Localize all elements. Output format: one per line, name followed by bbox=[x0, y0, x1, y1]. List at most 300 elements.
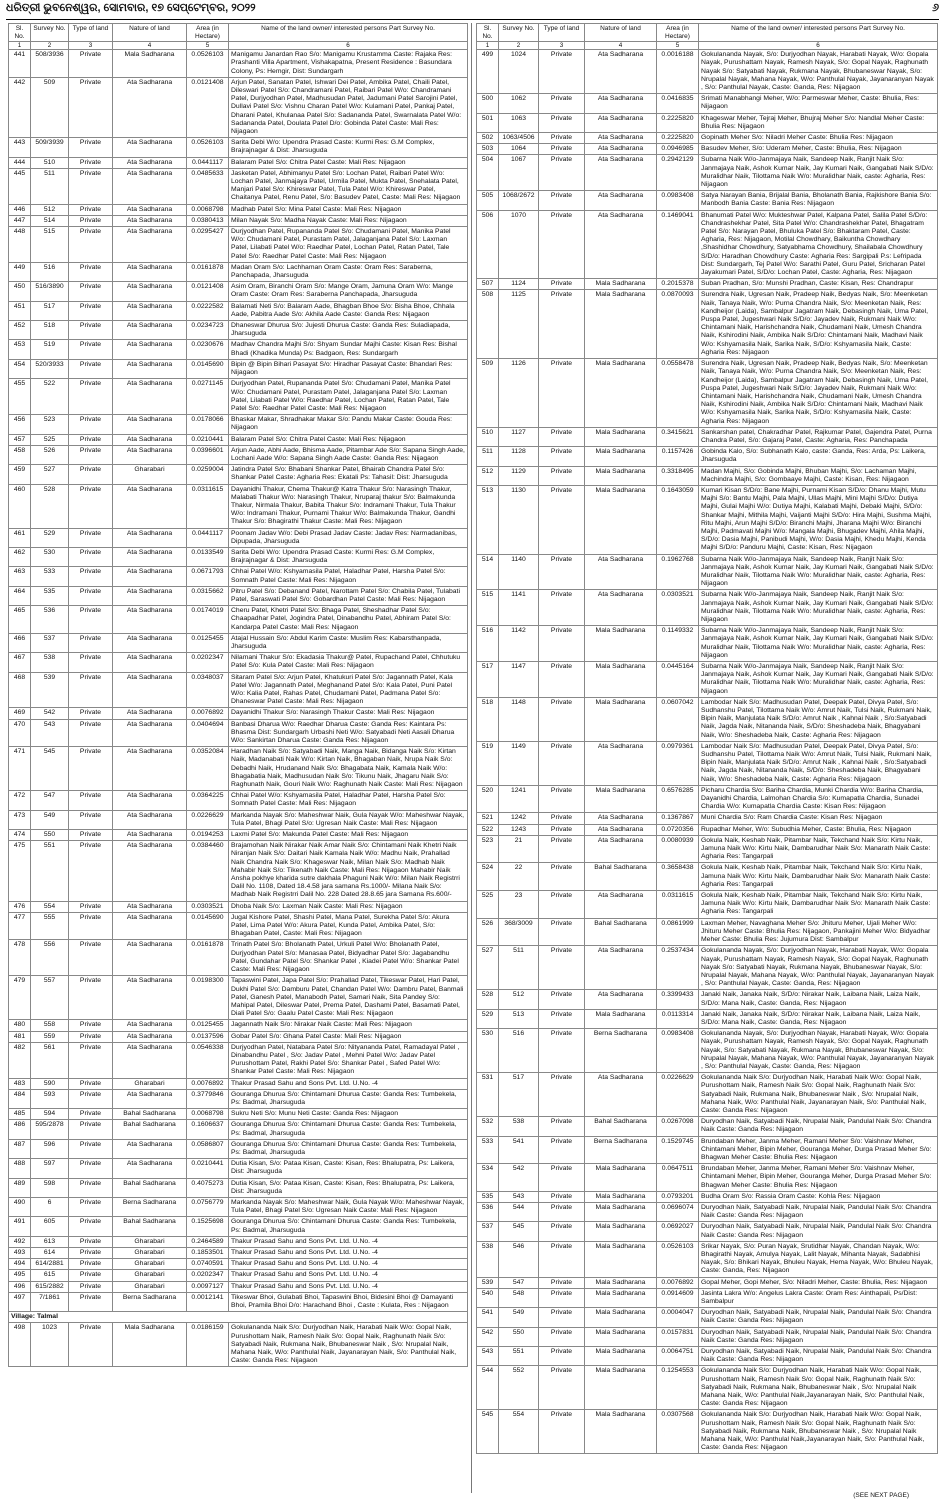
survey-no-cell: 550 bbox=[499, 1327, 539, 1346]
table-row bbox=[9, 415, 468, 434]
land-nature-cell: Mala Sadharana bbox=[585, 1164, 657, 1192]
owner-cell: Surendra Naik, Ugresan Naik, Pradeep Naik, Bedyas Naik, S/o: Meenketan Naik, Tanaya Naik, W/o: Purna Chandra Naik, S/o: Meenketan Naik, Res: Kandheijor (Laida), Sambalpur Jagatram Naik, Debasingh Naik, Uma Patel, Puspa Patel, Jugeshwari Naik S/D/o: Jayadev Naik, Rukmani Naik W/o: Chintamani Naik, Harishchandra Naik, Chudamani Naik, Umesh Chandra Naik, Kshirodini Naik, Ambika Naik S/D/o: Chintamani Naik, Madhavi Naik W/o: Kshyamasila Naik, Sarika Naik, S/D/o: Kshyamasila Naik, Caste: Agharia Res: Nijagaon bbox=[699, 359, 938, 428]
land-nature-cell: Berna Sadharana bbox=[113, 1292, 187, 1311]
area-cell: 0.0202347 bbox=[187, 1270, 229, 1281]
sl-cell: 494 bbox=[9, 1259, 31, 1270]
table-body-left bbox=[9, 50, 468, 1367]
table-row bbox=[477, 50, 938, 94]
land-nature-cell: Mala Sadharana bbox=[585, 1277, 657, 1288]
land-nature-cell: Ata Sadharana bbox=[113, 359, 187, 378]
survey-no-cell: 547 bbox=[499, 1277, 539, 1288]
land-nature-cell: Gharabari bbox=[113, 465, 187, 484]
land-nature-cell: Ata Sadharana bbox=[585, 50, 657, 94]
land-nature-cell: Ata Sadharana bbox=[113, 1020, 187, 1031]
survey-no-cell: 525 bbox=[31, 434, 69, 445]
owner-cell: Duryodhan Naik, Satyabadi Naik, Nrupalal Naik, Pandulal Naik S/o: Chandra Naik Caste: Ganda Res: Nijagaon bbox=[699, 1308, 938, 1327]
land-type-cell: Private bbox=[539, 1202, 585, 1221]
land-type-cell: Private bbox=[539, 427, 585, 446]
area-cell: 0.0946985 bbox=[657, 144, 699, 155]
land-type-cell: Private bbox=[69, 940, 113, 976]
table-row bbox=[9, 1323, 468, 1367]
owner-cell: Satya Narayan Bania, Brijalal Bania, Bholanath Bania, Rajkishore Bania S/o: Manbodh Bania Caste: Bania Res: Nijagaon bbox=[699, 191, 938, 210]
sl-cell: 497 bbox=[9, 1292, 31, 1311]
land-nature-cell: Bahal Sadharana bbox=[585, 863, 657, 891]
area-cell: 0.0178066 bbox=[187, 415, 229, 434]
sl-cell: 509 bbox=[477, 359, 499, 428]
land-type-cell: Private bbox=[69, 301, 113, 320]
survey-no-cell: 368/3009 bbox=[499, 918, 539, 946]
area-cell: 0.0526103 bbox=[187, 50, 229, 78]
owner-cell: Balaram Patel S/o: Chitra Patel Caste: Mali Res: Nijagaon bbox=[229, 157, 468, 168]
table-header-row bbox=[9, 24, 468, 42]
survey-no-cell: 23 bbox=[499, 891, 539, 919]
land-nature-cell: Bahal Sadharana bbox=[113, 1178, 187, 1197]
sl-cell: 522 bbox=[477, 824, 499, 835]
area-cell: 0.0983408 bbox=[657, 1029, 699, 1073]
survey-no-cell: 546 bbox=[499, 1241, 539, 1277]
sl-cell: 482 bbox=[9, 1042, 31, 1078]
land-nature-cell: Ata Sadharana bbox=[113, 791, 187, 810]
land-nature-cell: Ata Sadharana bbox=[585, 155, 657, 191]
land-type-cell: Private bbox=[539, 554, 585, 590]
land-type-cell: Private bbox=[539, 590, 585, 626]
col-number: 3 bbox=[69, 42, 113, 50]
land-nature-cell: Mala Sadharana bbox=[585, 662, 657, 698]
area-cell: 0.0080939 bbox=[657, 835, 699, 863]
table-row bbox=[477, 427, 938, 446]
sl-cell: 444 bbox=[9, 157, 31, 168]
owner-cell: Sitaram Patel S/o: Arjun Patel, Khatukuri Patel S/o: Jagannath Patel, Kala Patel W/o: Jagannath Patel, Meghanand Patel S/o: Kala Patel, Puni Patel W/o: Kalia Patel, Rahas Patel, Chudamani Patel, Padmana Patel S/o: Dhaneswar Patel Caste: Mali Res: Nijagaon bbox=[229, 672, 468, 708]
col-number: 5 bbox=[187, 42, 229, 50]
owner-cell: Suban Pradhan, S/o: Munshi Pradhan, Caste: Kisan, Res: Chandrapur bbox=[699, 279, 938, 290]
land-type-cell: Private bbox=[69, 791, 113, 810]
table-row bbox=[9, 168, 468, 204]
owner-cell: Dayanidhi Thakur S/o: Narasingh Thakur Caste: Mali Res: Nijagaon bbox=[229, 708, 468, 719]
area-cell: 0.2225820 bbox=[657, 113, 699, 132]
table-row bbox=[477, 133, 938, 144]
table-row bbox=[9, 719, 468, 747]
land-nature-cell: Gharabari bbox=[113, 1259, 187, 1270]
sl-cell: 500 bbox=[477, 94, 499, 113]
land-nature-cell: Ata Sadharana bbox=[113, 810, 187, 829]
table-row bbox=[477, 1117, 938, 1136]
survey-no-cell: 543 bbox=[31, 719, 69, 747]
table-row bbox=[477, 359, 938, 428]
survey-no-cell: 537 bbox=[31, 633, 69, 652]
survey-no-cell: 548 bbox=[499, 1288, 539, 1307]
land-type-cell: Private bbox=[539, 697, 585, 741]
area-cell: 0.0234723 bbox=[187, 321, 229, 340]
area-cell: 0.0210441 bbox=[187, 1159, 229, 1178]
table-row bbox=[477, 113, 938, 132]
survey-no-cell: 538 bbox=[31, 653, 69, 672]
survey-no-cell: 549 bbox=[499, 1308, 539, 1327]
survey-no-cell: 535 bbox=[31, 586, 69, 605]
survey-no-cell: 512 bbox=[499, 990, 539, 1009]
sl-cell: 506 bbox=[477, 210, 499, 279]
sl-cell: 493 bbox=[9, 1247, 31, 1258]
survey-no-cell: 527 bbox=[31, 465, 69, 484]
survey-no-cell: 522 bbox=[31, 379, 69, 415]
land-type-cell: Private bbox=[539, 990, 585, 1009]
column-number-row bbox=[9, 42, 468, 50]
area-cell: 0.0445164 bbox=[657, 662, 699, 698]
survey-no-cell: 1147 bbox=[499, 662, 539, 698]
owner-cell: Durjyodhan Patel, Rupananda Patel S/o: Chudamani Patel, Manika Patel W/o: Chudamani Patel, Purastam Patel, Jalaganjana Patel S/o: Laxman Patel, Lilabati Patel W/o: Raedhar Patel, Lochan Patel, Ratan Patel, Tale Patel S/o: Raedhar Patel Caste: Mali Res: Nijagaon bbox=[229, 379, 468, 415]
area-cell: 0.0586807 bbox=[187, 1139, 229, 1158]
land-type-cell: Private bbox=[69, 359, 113, 378]
sl-cell: 502 bbox=[477, 133, 499, 144]
area-cell: 0.0914609 bbox=[657, 1288, 699, 1307]
land-nature-cell: Ata Sadharana bbox=[113, 1139, 187, 1158]
survey-no-cell: 1149 bbox=[499, 741, 539, 785]
sl-cell: 473 bbox=[9, 810, 31, 829]
survey-no-cell: 1070 bbox=[499, 210, 539, 279]
sl-cell: 449 bbox=[9, 262, 31, 281]
area-cell: 0.0198300 bbox=[187, 976, 229, 1020]
sl-cell: 519 bbox=[477, 741, 499, 785]
table-row bbox=[477, 1029, 938, 1073]
survey-no-cell: 530 bbox=[31, 547, 69, 566]
area-cell: 0.1367867 bbox=[657, 813, 699, 824]
owner-cell: Gokulananda Naik S/o: Durjyodhan Naik, Harabati Naik W/o: Gopal Naik, Purushottam Naik, Ramesh Naik S/o: Gopal Naik, Raghunath Naik S/o: Satyabadi Naik, Rukmana Naik, Bhubaneswar Naik , S/o: Nrupalal Naik Mahana Naik, W/o: Panthulal Naik,Jayanarayan Naik, S/o: Panthulal Naik, Caste: Ganda Res: Nijagaon bbox=[699, 1410, 938, 1454]
land-table-right bbox=[476, 23, 938, 1454]
survey-no-cell: 544 bbox=[499, 1202, 539, 1221]
survey-no-cell: 516 bbox=[31, 262, 69, 281]
owner-cell: Gokula Naik, Keshab Naik, Pitambar Naik, Tekchand Naik S/o: Kirtu Naik, Jamuna Naik W/o: Kirtu Naik, Dambarudhar Naik S/o: Manarath Naik Caste: Agharia Res: Tangarpali bbox=[699, 835, 938, 863]
area-cell: 0.1962768 bbox=[657, 554, 699, 590]
survey-no-cell: 552 bbox=[499, 1366, 539, 1410]
survey-no-cell: 595/2878 bbox=[31, 1120, 69, 1139]
table-row bbox=[9, 379, 468, 415]
sl-cell: 516 bbox=[477, 626, 499, 662]
land-type-cell: Private bbox=[539, 813, 585, 824]
owner-cell: Pitru Patel S/o: Debanand Patel, Narottam Patel S/o: Chabila Patel, Tulabati Patel, Saraswati Patel S/o: Gobardhan Patel Caste: Mali Res: Nijagaon bbox=[229, 586, 468, 605]
table-row bbox=[9, 227, 468, 263]
land-nature-cell: Mala Sadharana bbox=[585, 1222, 657, 1241]
land-table-left bbox=[8, 23, 468, 1367]
area-cell: 0.0348037 bbox=[187, 672, 229, 708]
land-nature-cell: Ata Sadharana bbox=[113, 708, 187, 719]
area-cell: 0.0546338 bbox=[187, 1042, 229, 1078]
land-type-cell: Private bbox=[539, 1029, 585, 1073]
area-cell: 0.0311615 bbox=[657, 891, 699, 919]
survey-no-cell: 596 bbox=[31, 1139, 69, 1158]
sl-cell: 457 bbox=[9, 434, 31, 445]
col-number: 5 bbox=[657, 42, 699, 50]
land-type-cell: Private bbox=[539, 824, 585, 835]
area-cell: 0.0194253 bbox=[187, 830, 229, 841]
sl-cell: 492 bbox=[9, 1236, 31, 1247]
survey-no-cell: 536 bbox=[31, 606, 69, 634]
sl-cell: 485 bbox=[9, 1109, 31, 1120]
owner-cell: Gokulananda Nayak, S/o: Durjyodhan Nayak, Harabati Nayak, W/o: Gopala Nayak, Purushattam Nayak, Ramesh Nayak, S/o: Gopal Nayak, Raghunath Nayak S/o: Satyabati Nayak, Rukmana Nayak, Bhubaneswar Nayak, S/o: Nrupalal Nayak, Mahana Nayak, W/o: Panthulal Nayak, Jayanaranyan Nayak , S/o: Panthulal Nayak, Caste: Ganda, Res: Nijagaon bbox=[699, 946, 938, 990]
survey-no-cell: 545 bbox=[31, 747, 69, 791]
table-row bbox=[9, 1109, 468, 1120]
sl-cell: 538 bbox=[477, 1241, 499, 1277]
area-cell: 0.0222582 bbox=[187, 301, 229, 320]
table-row bbox=[9, 77, 468, 137]
owner-cell: Duryodhan Naik, Satyabadi Naik, Nrupalal Naik, Pandulal Naik S/o: Chandra Naik Caste: Ganda Res: Nijagaon bbox=[699, 1327, 938, 1346]
col-header-area: Area (in Hectare) bbox=[657, 24, 699, 42]
owner-cell: Gouranga Dhurua S/o: Chintamani Dhurua Caste: Ganda Res: Tumbekela, Ps: Badmal, Jharsuguda bbox=[229, 1217, 468, 1236]
land-type-cell: Private bbox=[69, 138, 113, 157]
survey-no-cell: 551 bbox=[499, 1347, 539, 1366]
survey-no-cell: 523 bbox=[31, 415, 69, 434]
sl-cell: 474 bbox=[9, 830, 31, 841]
sl-cell: 540 bbox=[477, 1288, 499, 1307]
table-row bbox=[9, 810, 468, 829]
owner-cell: Madhav Chandra Majhi S/o: Shyam Sundar Majhi Caste: Kisan Res: Bishal Bhadi (Khadika Munda) Ps: Badgaon, Res: Sundargarh bbox=[229, 340, 468, 359]
area-cell: 0.0364225 bbox=[187, 791, 229, 810]
survey-no-cell: 556 bbox=[31, 940, 69, 976]
area-cell: 0.0526103 bbox=[187, 138, 229, 157]
survey-no-cell: 557 bbox=[31, 976, 69, 1020]
column-number-row bbox=[477, 42, 938, 50]
survey-no-cell: 510 bbox=[31, 157, 69, 168]
sl-cell: 490 bbox=[9, 1197, 31, 1216]
col-number: 4 bbox=[113, 42, 187, 50]
area-cell: 0.0121408 bbox=[187, 282, 229, 301]
land-type-cell: Private bbox=[69, 1109, 113, 1120]
land-nature-cell: Ata Sadharana bbox=[113, 1089, 187, 1108]
survey-no-cell: 614 bbox=[31, 1247, 69, 1258]
land-nature-cell: Bahal Sadharana bbox=[113, 1109, 187, 1120]
land-nature-cell: Ata Sadharana bbox=[113, 282, 187, 301]
land-nature-cell: Ata Sadharana bbox=[113, 747, 187, 791]
sl-cell: 486 bbox=[9, 1120, 31, 1139]
owner-cell: Srimati Manabhangi Meher, W/o: Parmeswar Meher, Caste: Bhulia, Res: Nijagaon bbox=[699, 94, 938, 113]
survey-no-cell: 520/3933 bbox=[31, 359, 69, 378]
sl-cell: 533 bbox=[477, 1136, 499, 1164]
land-type-cell: Private bbox=[539, 863, 585, 891]
sl-cell: 511 bbox=[477, 447, 499, 466]
owner-cell: Asim Oram, Biranchi Oram S/o: Mange Oram, Jamuna Oram W/o: Mange Oram Caste: Oram Res: Saraberna Panchapada, Jharsuguda bbox=[229, 282, 468, 301]
owner-cell: Jatindra Patel S/o: Bhabani Shankar Patel, Bhairab Chandra Patel S/o: Shankar Patel Caste: Agharia Res: Ekatali Ps: Tahasil: Dist: Jharsuguda bbox=[229, 465, 468, 484]
land-nature-cell: Ata Sadharana bbox=[113, 653, 187, 672]
owner-cell: Jugal Kishore Patel, Shashi Patel, Mana Patel, Surekha Patel S/o: Akura Patel, Lima Patel W/o: Akura Patel, Kunda Patel, Ambika Patel, S/o: Bhagaban Patel, Caste: Mali Res: Nijagaon bbox=[229, 912, 468, 940]
survey-no-cell: 1243 bbox=[499, 824, 539, 835]
area-cell: 0.2942129 bbox=[657, 155, 699, 191]
owner-cell: Sarita Debi W/o: Upendra Prasad Caste: Kurmi Res: G.M Complex, Brajrajnagar & Dist: Jharsuguda bbox=[229, 547, 468, 566]
land-nature-cell: Bahal Sadharana bbox=[113, 1217, 187, 1236]
area-cell: 0.0485633 bbox=[187, 168, 229, 204]
survey-no-cell: 514 bbox=[31, 215, 69, 226]
owner-cell: Gouranga Dhurua S/o: Chintamani Dhurua Caste: Ganda Res: Tumbekela, Ps: Badmal, Jharsuguda bbox=[229, 1120, 468, 1139]
table-row bbox=[477, 662, 938, 698]
land-nature-cell: Ata Sadharana bbox=[585, 835, 657, 863]
land-nature-cell: Ata Sadharana bbox=[113, 227, 187, 263]
sl-cell: 479 bbox=[9, 976, 31, 1020]
land-type-cell: Private bbox=[69, 1259, 113, 1270]
area-cell: 0.0756779 bbox=[187, 1197, 229, 1216]
owner-cell: Khageswar Meher, Tejraj Meher, Bhujraj Meher S/o: Nandlal Meher Caste: Bhulia Res: Nijagaon bbox=[699, 113, 938, 132]
land-nature-cell: Ata Sadharana bbox=[585, 94, 657, 113]
table-row bbox=[9, 1178, 468, 1197]
owner-cell: Basudev Meher, S/o: Uderam Meher, Caste: Bhulia, Res: Nijagaon bbox=[699, 144, 938, 155]
table-row bbox=[9, 434, 468, 445]
owner-cell: Gouranga Dhurua S/o: Chintamani Dhurua Caste: Ganda Res: Tumbekela, Ps: Badmal, Jharsuguda bbox=[229, 1139, 468, 1158]
owner-cell: Haradhan Naik S/o: Satyabadi Naik, Manga Naik, Bidanga Naik S/o: Kirtan Naik, Madanabati Naik W/o: Kirtan Naik, Bhagaban Naik, Nrupa Naik S/o: Debadhi Naik, Hrudanand Naik S/o: Bhagabata Naik, Kamala Naik W/o: Bhagabatia Naik, Madhusudan Naik S/o: Tikunu Naik, Jhagaru Naik S/o: Raghunath Naik, Gouri Naik W/o: Raghunath Naik Caste: Mali Res: Nijagaon bbox=[229, 747, 468, 791]
area-cell: 0.0121408 bbox=[187, 77, 229, 137]
table-row bbox=[477, 990, 938, 1009]
table-row bbox=[477, 290, 938, 359]
table-row bbox=[477, 1222, 938, 1241]
land-type-cell: Private bbox=[69, 1247, 113, 1258]
sl-cell: 487 bbox=[9, 1139, 31, 1158]
land-type-cell: Private bbox=[69, 633, 113, 652]
survey-no-cell: 533 bbox=[31, 567, 69, 586]
land-nature-cell: Ata Sadharana bbox=[113, 77, 187, 137]
table-row bbox=[477, 210, 938, 279]
area-cell: 0.0174019 bbox=[187, 606, 229, 634]
sl-cell: 498 bbox=[9, 1323, 31, 1367]
table-row bbox=[477, 554, 938, 590]
col-header-area: Area (in Hectare) bbox=[187, 24, 229, 42]
sl-cell: 536 bbox=[477, 1202, 499, 1221]
area-cell: 0.0441117 bbox=[187, 157, 229, 168]
land-nature-cell: Ata Sadharana bbox=[113, 547, 187, 566]
area-cell: 0.0416835 bbox=[657, 94, 699, 113]
owner-cell: Lambodar Naik S/o: Madhusudan Patel, Deepak Patel, Divya Patel, S/o: Sudhanshu Patel, Tilottama Naik W/o: Amrut Naik, Tulsi Naik, Rukmani Naik, Bipin Naik, Manjulata Naik S/D/o: Amrut Naik , Kahnai Naik , S/o:Satyabadi Naik, Jagda Naik, Nitananda Naik, S/D/o: Sheshadeba Naik, Bhagyabani Naik, W/o: Sheshadeba Naik, Caste: Agharia Res: Nijagaon bbox=[699, 741, 938, 785]
col-header-nature: Nature of land bbox=[585, 24, 657, 42]
land-nature-cell: Ata Sadharana bbox=[585, 741, 657, 785]
survey-no-cell: 7/1861 bbox=[31, 1292, 69, 1311]
land-type-cell: Private bbox=[69, 830, 113, 841]
land-type-cell: Private bbox=[69, 1323, 113, 1367]
land-nature-cell: Ata Sadharana bbox=[113, 976, 187, 1020]
land-type-cell: Private bbox=[69, 1078, 113, 1089]
table-row bbox=[9, 1270, 468, 1281]
survey-no-cell: 1126 bbox=[499, 359, 539, 428]
land-nature-cell: Bahal Sadharana bbox=[113, 1120, 187, 1139]
survey-no-cell: 590 bbox=[31, 1078, 69, 1089]
land-nature-cell: Berna Sadharana bbox=[585, 1136, 657, 1164]
land-nature-cell: Ata Sadharana bbox=[113, 672, 187, 708]
owner-cell: Gokula Naik, Keshab Naik, Pitambar Naik, Tekchand Naik S/o: Kirtu Naik, Jamuna Naik W/o: Kirtu Naik, Dambarudhar Naik S/o: Manarath Naik Caste: Agharia Res: Tangarpali bbox=[699, 863, 938, 891]
survey-no-cell: 1068/2672 bbox=[499, 191, 539, 210]
sl-cell: 462 bbox=[9, 547, 31, 566]
area-cell: 0.1469041 bbox=[657, 210, 699, 279]
table-row bbox=[9, 912, 468, 940]
table-row bbox=[477, 697, 938, 741]
col-number: 1 bbox=[9, 42, 31, 50]
survey-no-cell: 542 bbox=[499, 1164, 539, 1192]
owner-cell: Thakur Prasad Sahu and Sons Pvt. Ltd. U.No. -4 bbox=[229, 1281, 468, 1292]
survey-no-cell: 508/3936 bbox=[31, 50, 69, 78]
survey-no-cell: 1063 bbox=[499, 113, 539, 132]
col-number: 4 bbox=[585, 42, 657, 50]
table-row bbox=[9, 282, 468, 301]
area-cell: 0.0870093 bbox=[657, 290, 699, 359]
survey-no-cell: 539 bbox=[31, 672, 69, 708]
owner-cell: Markanda Nayak S/o: Maheshwar Naik, Gula Nayak W/o: Maheshwar Nayak, Tula Patel, Bhagi Patel S/o: Ugresan Naik Caste: Mali Res: Nijagaon bbox=[229, 1197, 468, 1216]
area-cell: 0.0226629 bbox=[657, 1073, 699, 1117]
land-type-cell: Private bbox=[69, 719, 113, 747]
table-row bbox=[477, 1410, 938, 1454]
survey-no-cell: 1023 bbox=[31, 1323, 69, 1367]
table-row bbox=[477, 1073, 938, 1117]
land-type-cell: Private bbox=[539, 1347, 585, 1366]
owner-cell: Duryodhan Naik, Satyabadi Naik, Nrupalal Naik, Pandulal Naik S/o: Chandra Naik Caste: Ganda Res: Nijagaon bbox=[699, 1347, 938, 1366]
owner-cell: Dhaneswar Dhurua S/o: Jujesti Dhurua Caste: Ganda Res: Suladiapada, Jharsuguda bbox=[229, 321, 468, 340]
land-nature-cell: Ata Sadharana bbox=[113, 1159, 187, 1178]
land-nature-cell: Mala Sadharana bbox=[113, 50, 187, 78]
owner-cell: Gopinath Meher S/o: Niladri Meher Caste: Bhulia Res: Nijagaon bbox=[699, 133, 938, 144]
table-row bbox=[9, 445, 468, 464]
table-row bbox=[477, 1136, 938, 1164]
table-row bbox=[9, 672, 468, 708]
owner-cell: Sarita Debi W/o: Upendra Prasad Caste: Kurmi Res: G.M Complex, Brajrajnagar & Dist: Jharsuguda bbox=[229, 138, 468, 157]
sl-cell: 441 bbox=[9, 50, 31, 78]
area-cell: 0.6576285 bbox=[657, 785, 699, 813]
land-type-cell: Private bbox=[69, 1178, 113, 1197]
table-row bbox=[477, 813, 938, 824]
sl-cell: 499 bbox=[477, 50, 499, 94]
land-type-cell: Private bbox=[539, 1222, 585, 1241]
survey-no-cell: 516/3890 bbox=[31, 282, 69, 301]
table-row bbox=[477, 1164, 938, 1192]
land-nature-cell: Ata Sadharana bbox=[113, 168, 187, 204]
land-nature-cell: Mala Sadharana bbox=[585, 1288, 657, 1307]
sl-cell: 445 bbox=[9, 168, 31, 204]
land-type-cell: Private bbox=[69, 465, 113, 484]
table-row bbox=[9, 138, 468, 157]
sl-cell: 491 bbox=[9, 1217, 31, 1236]
table-row bbox=[9, 1217, 468, 1236]
col-number: 1 bbox=[477, 42, 499, 50]
table-row bbox=[9, 484, 468, 528]
land-nature-cell: Ata Sadharana bbox=[585, 113, 657, 132]
area-cell: 0.2015378 bbox=[657, 279, 699, 290]
land-type-cell: Private bbox=[69, 282, 113, 301]
survey-no-cell: 615/2882 bbox=[31, 1281, 69, 1292]
land-nature-cell: Ata Sadharana bbox=[585, 210, 657, 279]
area-cell: 0.0315662 bbox=[187, 586, 229, 605]
land-nature-cell: Berna Sadharana bbox=[113, 1197, 187, 1216]
land-type-cell: Private bbox=[539, 113, 585, 132]
survey-no-cell: 550 bbox=[31, 830, 69, 841]
land-nature-cell: Gharabari bbox=[113, 1281, 187, 1292]
table-row bbox=[477, 1366, 938, 1410]
owner-cell: Manigamu Janardan Rao S/o: Manigamu Krustamma Caste: Rajaka Res: Prashanti Villa Apartment, Vishakapatna, Present Residence : Basundara Colony, Ps: Hemgir, Dist: Sundargarh bbox=[229, 50, 468, 78]
land-nature-cell: Ata Sadharana bbox=[113, 445, 187, 464]
land-nature-cell: Ata Sadharana bbox=[113, 379, 187, 415]
owner-cell: Madan Oram S/o: Lachhaman Oram Caste: Oram Res: Saraberna, Panchapada, Jharsuguda bbox=[229, 262, 468, 281]
survey-no-cell: 1127 bbox=[499, 427, 539, 446]
land-type-cell: Private bbox=[69, 912, 113, 940]
land-type-cell: Private bbox=[539, 210, 585, 279]
sl-cell: 523 bbox=[477, 835, 499, 863]
table-row bbox=[9, 841, 468, 901]
land-type-cell: Private bbox=[539, 1117, 585, 1136]
land-type-cell: Private bbox=[539, 918, 585, 946]
table-row bbox=[9, 321, 468, 340]
table-row bbox=[9, 606, 468, 634]
survey-no-cell: 1125 bbox=[499, 290, 539, 359]
land-type-cell: Private bbox=[69, 204, 113, 215]
area-cell: 0.1149332 bbox=[657, 626, 699, 662]
col-number: 6 bbox=[229, 42, 468, 50]
area-cell: 0.0202347 bbox=[187, 653, 229, 672]
sl-cell: 463 bbox=[9, 567, 31, 586]
land-type-cell: Private bbox=[539, 785, 585, 813]
survey-no-cell: 561 bbox=[31, 1042, 69, 1078]
sl-cell: 488 bbox=[9, 1159, 31, 1178]
table-row bbox=[477, 626, 938, 662]
sl-cell: 521 bbox=[477, 813, 499, 824]
survey-no-cell: 559 bbox=[31, 1031, 69, 1042]
